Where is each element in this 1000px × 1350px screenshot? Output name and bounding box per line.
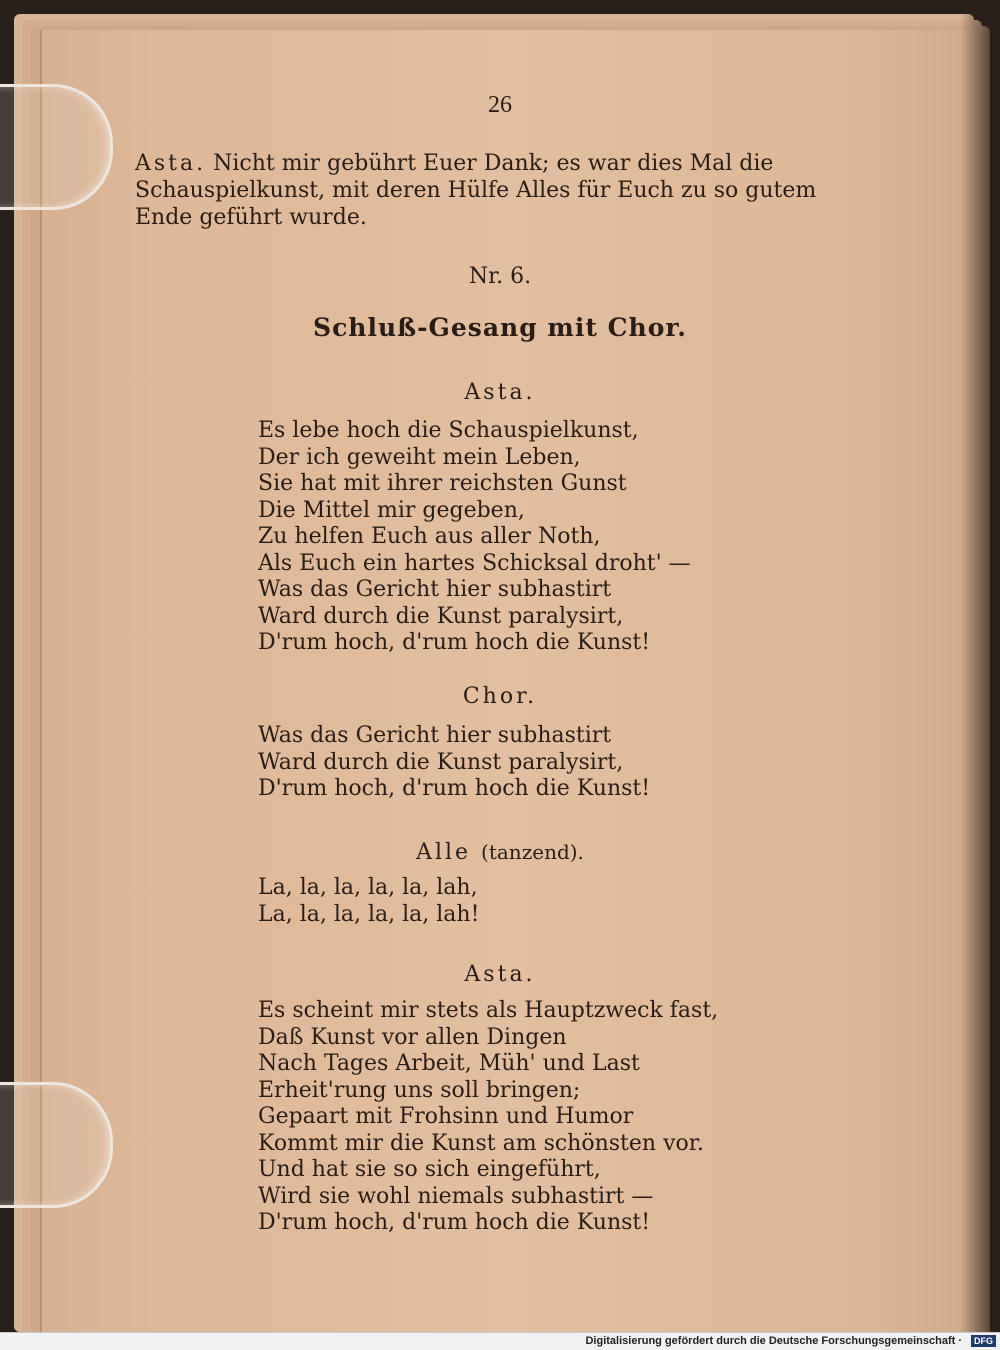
verse: [258, 418, 738, 657]
speaker-name: Asta.: [464, 380, 536, 405]
verse-line: Daß Kunst vor allen Dingen: [258, 1024, 567, 1050]
verse-line: Es scheint mir stets als Hauptzweck fast,: [258, 998, 719, 1023]
intro-paragraph: [135, 150, 870, 231]
section-speaker: [0, 380, 1000, 405]
verse-line: Was das Gericht hier subhastirt: [258, 723, 612, 748]
verse-line: Als Euch ein hartes Schicksal droht' —: [258, 550, 691, 576]
stage-direction: (tanzend).: [481, 840, 584, 864]
speaker-name: Alle: [416, 840, 472, 865]
verse-line: Zu helfen Euch aus aller Noth,: [258, 524, 601, 549]
verse: [258, 723, 738, 803]
footer-bar: [0, 1332, 1000, 1350]
verse: [258, 875, 738, 928]
section-speaker: [0, 962, 1000, 987]
verse: [258, 998, 738, 1237]
verse-line: D'rum hoch, d'rum hoch die Kunst!: [258, 630, 651, 655]
verse-line: Und hat sie so sich eingeführt,: [258, 1157, 601, 1182]
number-heading: Nr. 6.: [468, 264, 532, 289]
speaker-name: Asta.: [464, 962, 536, 987]
verse-line: Die Mittel mir gegeben,: [258, 497, 525, 523]
verse-line: La, la, la, la, la, lah,: [258, 875, 478, 900]
section-speaker: [0, 684, 1000, 709]
intro-text: Nicht mir gebührt Euer Dank; es war dies Mal die Schauspielkunst, mit deren Hülfe Alles für Euch zu so gutem Ende geführt wurde.: [135, 151, 817, 230]
verse-line: Kommt mir die Kunst am schönsten vor.: [258, 1130, 704, 1156]
verse-line: Wird sie wohl niemals subhastirt —: [258, 1183, 654, 1209]
verse-line: D'rum hoch, d'rum hoch die Kunst!: [258, 776, 651, 801]
verse-line: Nach Tages Arbeit, Müh' und Last: [258, 1051, 640, 1076]
verse-line: D'rum hoch, d'rum hoch die Kunst!: [258, 1210, 651, 1235]
speaker-name: Chor.: [462, 684, 538, 709]
verse-line: Was das Gericht hier subhastirt: [258, 577, 612, 602]
page-number: 26: [488, 92, 512, 118]
intro-speaker: Asta.: [135, 151, 207, 176]
verse-line: Es lebe hoch die Schauspielkunst,: [258, 418, 639, 443]
verse-line: La, la, la, la, la, lah!: [258, 901, 480, 927]
verse-line: Sie hat mit ihrer reichsten Gunst: [258, 471, 627, 496]
dfg-logo: DFG: [971, 1335, 996, 1347]
funding-credit: Digitalisierung gefördert durch die Deutsche Forschungsgemeinschaft ·: [585, 1335, 962, 1347]
verse-line: Ward durch die Kunst paralysirt,: [258, 603, 624, 629]
verse-line: Ward durch die Kunst paralysirt,: [258, 749, 624, 775]
verse-line: Gepaart mit Frohsinn und Humor: [258, 1104, 634, 1129]
song-title: Schluß-Gesang mit Chor.: [313, 313, 687, 342]
verse-line: Der ich geweiht mein Leben,: [258, 444, 581, 470]
section-speaker: [0, 840, 1000, 865]
verse-line: Erheit'rung uns soll bringen;: [258, 1077, 581, 1103]
